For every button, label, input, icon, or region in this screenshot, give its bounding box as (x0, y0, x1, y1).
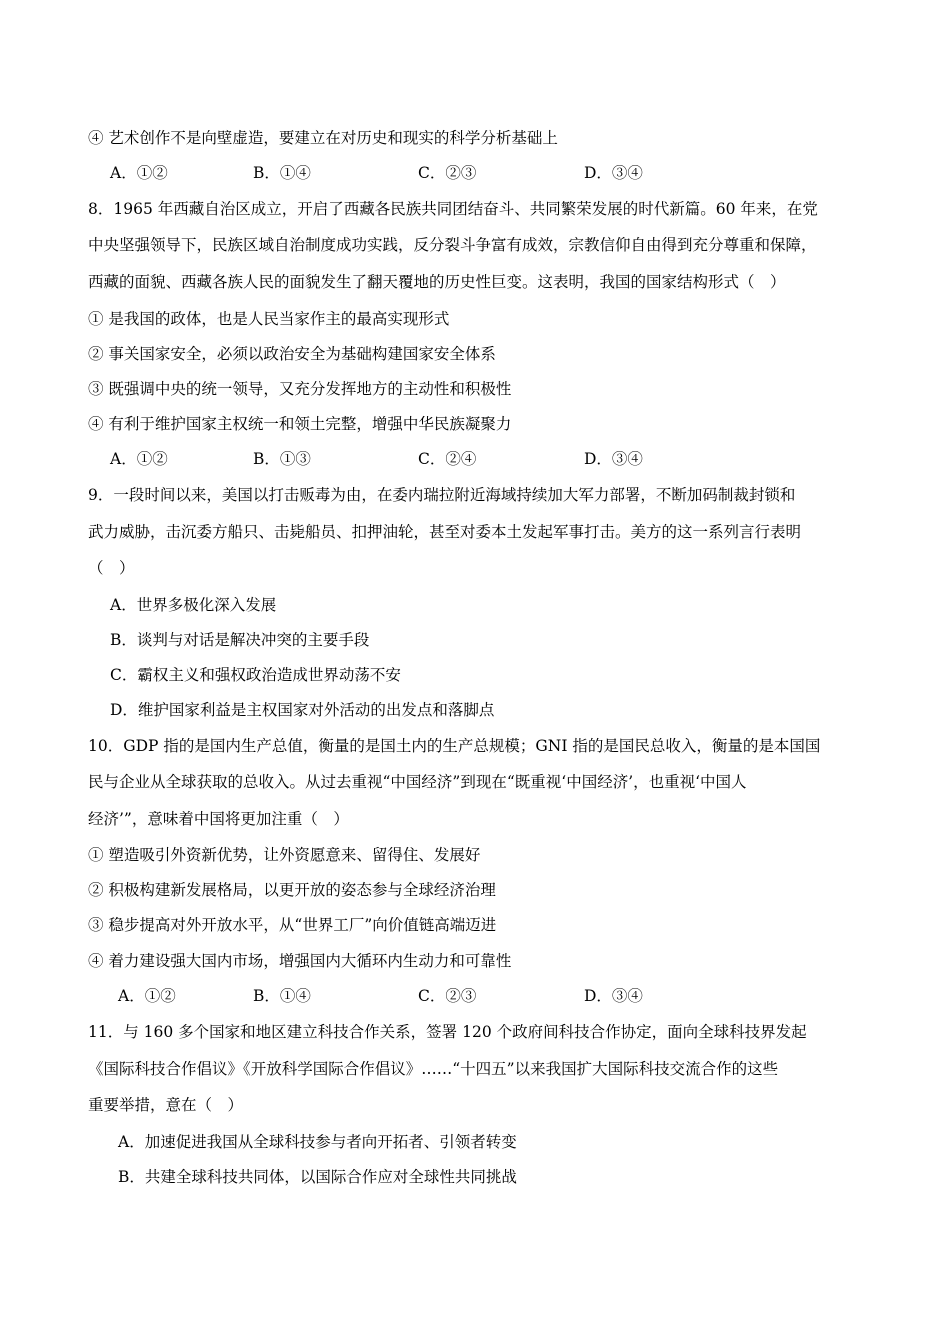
q7-option-c[interactable]: C．②③ (418, 164, 477, 182)
q8-option-a[interactable]: A．①② (110, 450, 168, 468)
q11-stem-line-3: 重要举措，意在（ ） (88, 1096, 244, 1114)
q8-item-4: ④ 有利于维护国家主权统一和领土完整，增强中华民族凝聚力 (88, 415, 512, 433)
q10-stem-line-1: 10．GDP 指的是国内生产总值，衡量的是国土内的生产总规模；GNI 指的是国民总收入，衡量的是本国国 (88, 737, 821, 755)
q10-option-c[interactable]: C．②③ (418, 987, 477, 1005)
q8-option-b[interactable]: B．①③ (253, 450, 311, 468)
q10-stem-line-3: 经济’”，意味着中国将更加注重（ ） (88, 810, 349, 828)
q8-item-1: ① 是我国的政体，也是人民当家作主的最高实现形式 (88, 310, 450, 328)
q7-option-b[interactable]: B．①④ (253, 164, 311, 182)
q8-options (110, 449, 710, 469)
q10-option-b[interactable]: B．①④ (253, 987, 311, 1005)
q11-option-b[interactable]: B．共建全球科技共同体，以国际合作应对全球性共同挑战 (118, 1168, 517, 1186)
q9-stem-line-2: 武力威胁，击沉委方船只、击毙船员、扣押油轮，甚至对委本土发起军事打击。美方的这一系列言行表明 (88, 523, 802, 541)
q8-stem-line-2: 中央坚强领导下，民族区域自治制度成功实践，反分裂斗争富有成效，宗教信仰自由得到充分尊重和保障， (88, 236, 817, 254)
q9-stem-line-1: 9．一段时间以来，美国以打击贩毒为由，在委内瑞拉附近海域持续加大军力部署，不断加码制裁封锁和 (88, 486, 796, 504)
q7-option-d[interactable]: D．③④ (584, 164, 643, 182)
q9-option-c[interactable]: C．霸权主义和强权政治造成世界动荡不安 (110, 666, 401, 684)
q7-options (110, 163, 710, 183)
q10-item-2: ② 积极构建新发展格局，以更开放的姿态参与全球经济治理 (88, 881, 496, 899)
q8-option-d[interactable]: D．③④ (584, 450, 643, 468)
q10-item-1: ① 塑造吸引外资新优势，让外资愿意来、留得住、发展好 (88, 846, 481, 864)
q8-stem-line-3: 西藏的面貌、西藏各族人民的面貌发生了翻天覆地的历史性巨变。这表明，我国的国家结构形式（ ） (88, 273, 786, 291)
q10-stem-line-2: 民与企业从全球获取的总收入。从过去重视“中国经济”到现在“既重视‘中国经济’，也重视‘中国人 (88, 773, 747, 791)
q9-option-a[interactable]: A．世界多极化深入发展 (110, 596, 277, 614)
q10-item-3: ③ 稳步提高对外开放水平，从“世界工厂”向价值链高端迈进 (88, 916, 497, 934)
q10-option-d[interactable]: D．③④ (584, 987, 643, 1005)
q9-option-b[interactable]: B．谈判与对话是解决冲突的主要手段 (110, 631, 370, 649)
q10-item-4: ④ 着力建设强大国内市场，增强国内大循环内生动力和可靠性 (88, 952, 512, 970)
q7-option-a[interactable]: A．①② (110, 164, 168, 182)
q7-item-4: ④ 艺术创作不是向壁虚造，要建立在对历史和现实的科学分析基础上 (88, 129, 558, 147)
q8-stem-line-1: 8．1965 年西藏自治区成立，开启了西藏各民族共同团结奋斗、共同繁荣发展的时代新篇。60 年来，在党 (88, 200, 818, 218)
q11-option-a[interactable]: A．加速促进我国从全球科技参与者向开拓者、引领者转变 (118, 1133, 517, 1151)
q9-stem-line-3: （ ） (88, 559, 135, 577)
q11-stem-line-2: 《国际科技合作倡议》《开放科学国际合作倡议》……“十四五”以来我国扩大国际科技交流合作的这些 (88, 1060, 779, 1078)
q8-option-c[interactable]: C．②④ (418, 450, 477, 468)
q8-item-3: ③ 既强调中央的统一领导，又充分发挥地方的主动性和积极性 (88, 380, 512, 398)
q10-option-a[interactable]: A．①② (118, 987, 176, 1005)
q11-stem-line-1: 11．与 160 多个国家和地区建立科技合作关系，签署 120 个政府间科技合作协定，面向全球科技界发起 (88, 1023, 807, 1041)
q10-options (118, 986, 718, 1006)
q8-item-2: ② 事关国家安全，必须以政治安全为基础构建国家安全体系 (88, 345, 496, 363)
q9-option-d[interactable]: D．维护国家利益是主权国家对外活动的出发点和落脚点 (110, 701, 495, 719)
